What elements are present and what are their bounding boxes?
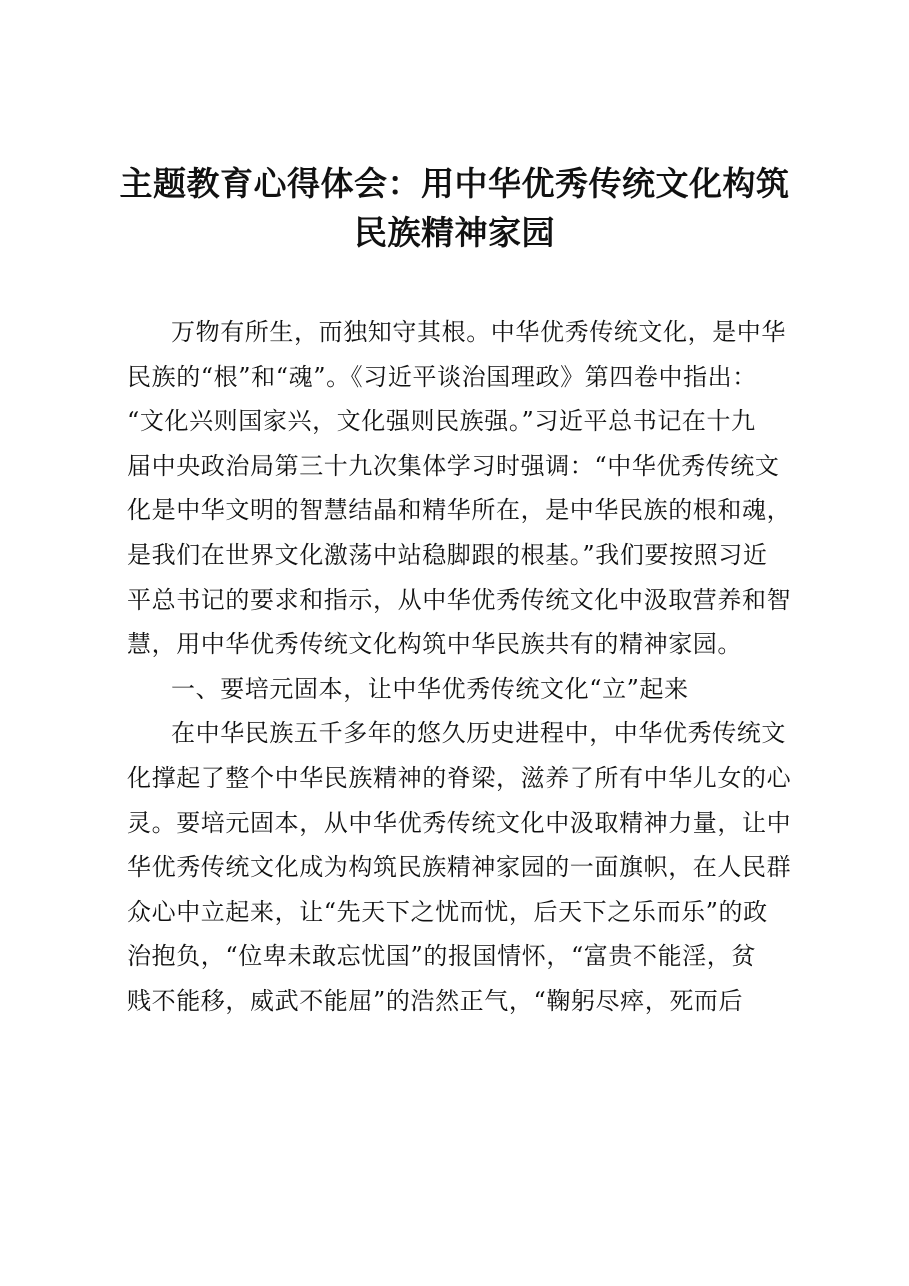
paragraph-line: 华优秀传统文化成为构筑民族精神家园的一面旗帜，在人民群 bbox=[127, 853, 792, 882]
paragraph-line: “文化兴则国家兴，文化强则民族强。”习近平总书记在十九 bbox=[127, 407, 756, 436]
paragraph-line: 治抱负，“位卑未敢忘忧国”的报国情怀，“富贵不能淫，贫 bbox=[127, 942, 757, 971]
paragraph-line: 灵。要培元固本，从中华优秀传统文化中汲取精神力量，让中 bbox=[127, 808, 792, 837]
section-heading: 一、要培元固本，让中华优秀传统文化“立”起来 bbox=[171, 674, 689, 703]
document-body bbox=[127, 310, 792, 1024]
paragraph-line: 化撑起了整个中华民族精神的脊梁，滋养了所有中华儿女的心 bbox=[127, 763, 792, 792]
paragraph-line: 届中央政治局第三十九次集体学习时强调：“中华优秀传统文 bbox=[127, 451, 780, 480]
paragraph-line: 民族的“根”和“魂”。《习近平谈治国理政》第四卷中指出： bbox=[127, 362, 757, 391]
title-line: 民族精神家园 bbox=[354, 213, 555, 252]
paragraph-line: 是我们在世界文化激荡中站稳脚跟的根基。”我们要按照习近 bbox=[127, 540, 768, 569]
paragraph-line: 万物有所生，而独知守其根。中华优秀传统文化，是中华 bbox=[171, 318, 786, 346]
paragraph-line: 在中华民族五千多年的悠久历史进程中，中华优秀传统文 bbox=[171, 719, 786, 748]
paragraph-line: 慧，用中华优秀传统文化构筑中华民族共有的精神家园。 bbox=[127, 630, 742, 659]
document-title bbox=[60, 159, 849, 257]
paragraph-line: 化是中华文明的智慧结晶和精华所在，是中华民族的根和魂， bbox=[127, 496, 792, 525]
title-line: 主题教育心得体会：用中华优秀传统文化构筑 bbox=[119, 164, 790, 203]
paragraph-line: 贱不能移，威武不能屈”的浩然正气，“鞠躬尽瘁，死而后 bbox=[127, 986, 744, 1015]
paragraph-line: 平总书记的要求和指示，从中华优秀传统文化中汲取营养和智 bbox=[127, 585, 792, 614]
paragraph-line: 众心中立起来，让“先天下之忧而忧，后天下之乐而乐”的政 bbox=[127, 897, 768, 926]
